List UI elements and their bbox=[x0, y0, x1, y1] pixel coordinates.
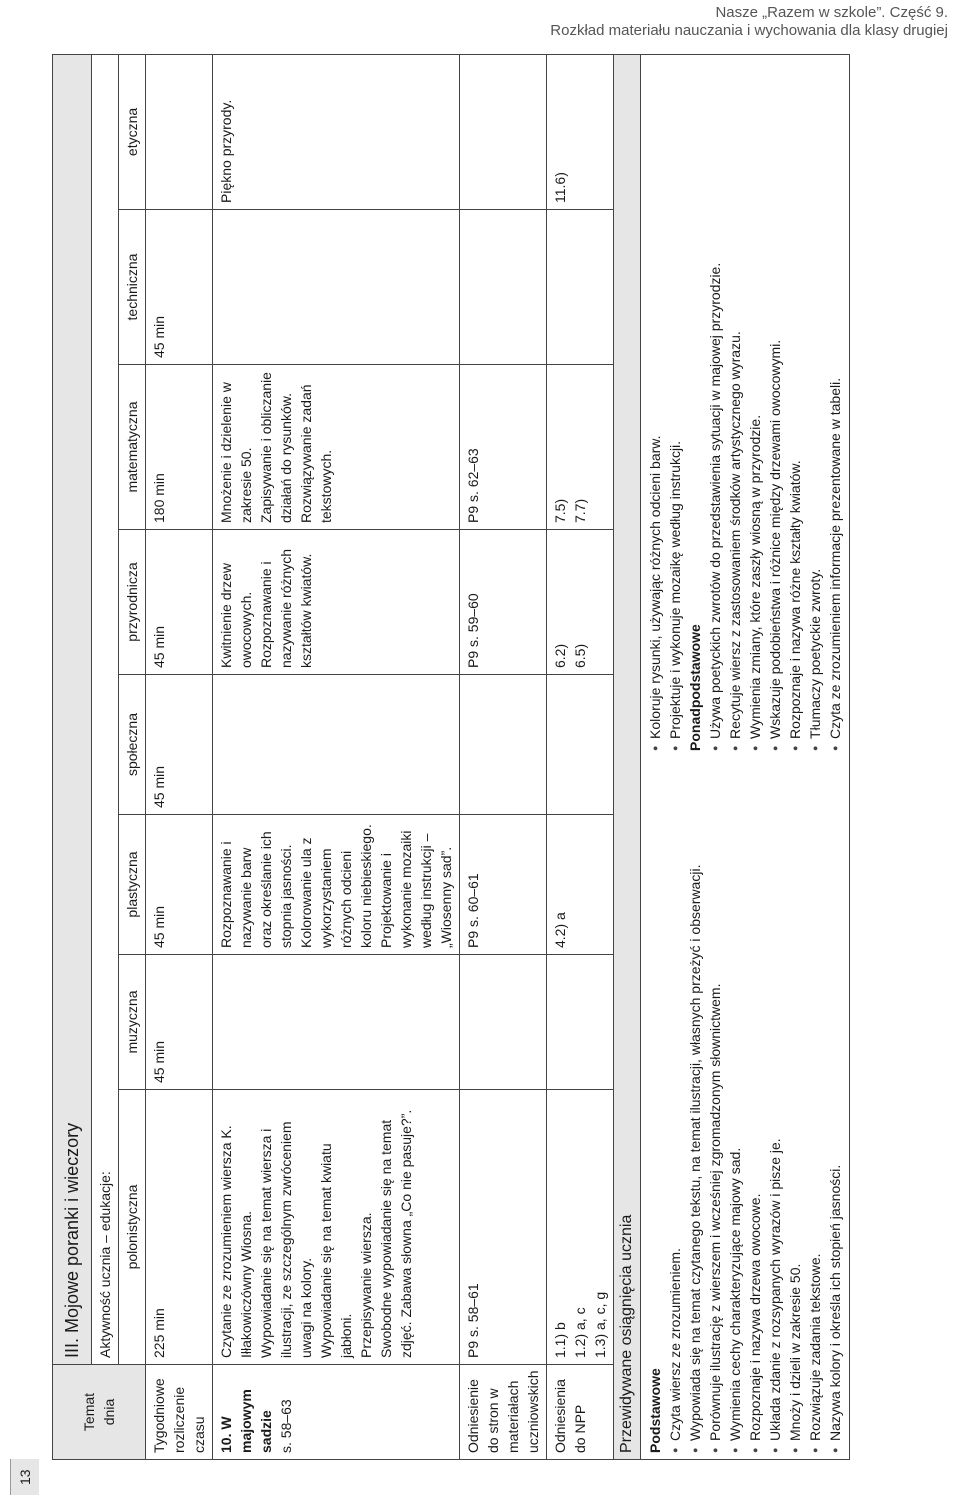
plastyczna-cell: Rozpoznawanie i nazywanie barw oraz określanie ich stopnia jasności. Kolorowanie ula z wykorzystaniem różnych odcieni koloru niebieskiego. Projektowanie i wykonanie mozaiki według instrukcji – „Wiosenny sad”. bbox=[213, 815, 460, 955]
polonistyczna-item: Wypowiadanie się na temat kwiatu jabłoni. bbox=[318, 1143, 354, 1358]
npp-value: 6.2) 6.5) bbox=[547, 530, 614, 675]
materials-value bbox=[460, 54, 547, 209]
polonistyczna-item: Swobodne wypowiadanie się na temat zdjęć. Zabawa słowna „Co nie pasuje?”. bbox=[378, 1109, 414, 1358]
weekly-value bbox=[146, 54, 213, 209]
materials-value bbox=[460, 955, 547, 1090]
npp-row bbox=[547, 54, 614, 1459]
column-header: techniczna bbox=[119, 210, 146, 365]
muzyczna-cell bbox=[213, 955, 460, 1090]
weekly-value: 45 min bbox=[146, 955, 213, 1090]
materials-value: P9 s. 60–61 bbox=[460, 815, 547, 955]
techniczna-cell bbox=[213, 210, 460, 365]
etyczna-cell: Piękno przyrody. bbox=[213, 54, 460, 209]
weekly-value: 45 min bbox=[146, 815, 213, 955]
lesson-pages: s. 58–63 bbox=[278, 1399, 294, 1453]
attainments-left bbox=[641, 757, 849, 1459]
weekly-value: 225 min bbox=[146, 1090, 213, 1365]
basic-list-cont bbox=[645, 61, 685, 751]
spoleczna-cell bbox=[213, 675, 460, 815]
materials-label: Odniesienie do stron w materiałach uczniowskich bbox=[460, 1365, 547, 1460]
column-header: społeczna bbox=[119, 675, 146, 815]
weekly-value: 45 min bbox=[146, 530, 213, 675]
list-item: ● Wskazuje podobieństwa i różnice między drzewami owocowymi. bbox=[765, 61, 785, 751]
przyrodnicza-cell: Kwitnienie drzew owocowych. Rozpoznawanie i nazywanie różnych kształtów kwiatów. bbox=[213, 530, 460, 675]
column-header: przyrodnicza bbox=[119, 530, 146, 675]
series-title: Nasze „Razem w szkole”. Część 9. bbox=[715, 4, 948, 21]
list-item: ● Rozpoznaje i nazywa drzewa owocowe. bbox=[745, 763, 765, 1453]
npp-value: 11.6) bbox=[547, 54, 614, 209]
npp-value bbox=[547, 955, 614, 1090]
list-item: ● Recytuje wiersz z zastosowaniem środków artystycznego wyrazu. bbox=[725, 61, 745, 751]
attainments-title: Przewidywane osiągnięcia ucznia bbox=[614, 54, 641, 1459]
matematyczna-cell: Mnożenie i dzielenie w zakresie 50. Zapisywanie i obliczanie działań do rysunków. Rozwiązywanie zadań tekstowych. bbox=[213, 365, 460, 530]
materials-value bbox=[460, 210, 547, 365]
lesson-plan-table bbox=[52, 54, 850, 1460]
polonistyczna-item: Wypowiadanie się na temat wiersza i ilustracji, ze szczególnym zwróceniem uwagi na kolory. bbox=[258, 1121, 314, 1358]
weekly-label: Tygodniowe rozliczenie czasu bbox=[146, 1365, 213, 1460]
basic-label: Podstawowe bbox=[647, 1368, 663, 1453]
column-header: muzyczna bbox=[119, 955, 146, 1090]
list-item: ● Układa zdanie z rozsypanych wyrazów i pisze je. bbox=[765, 763, 785, 1453]
attainments-right bbox=[641, 55, 849, 757]
weekly-value: 45 min bbox=[146, 675, 213, 815]
activity-header: Aktywność ucznia – edukacje: bbox=[92, 54, 119, 1364]
lesson-title: 10. W majowym sadzie bbox=[218, 1389, 274, 1453]
polonistyczna-item: Czytanie ze zrozumieniem wiersza K. Iłłakowiczówny Wiosna. bbox=[218, 1125, 254, 1358]
topic-header-line1: Temat bbox=[81, 1392, 97, 1432]
npp-label: Odniesienia do NPP bbox=[547, 1365, 614, 1460]
npp-value: 7.5) 7.7) bbox=[547, 365, 614, 530]
running-header bbox=[550, 4, 948, 40]
list-item: ● Rozwiązuje zadania tekstowe. bbox=[805, 763, 825, 1453]
list-item: ● Nazywa kolory i określa ich stopień jasności. bbox=[825, 763, 845, 1453]
list-item: ● Wymienia cechy charakteryzujące majowy sad. bbox=[725, 763, 745, 1453]
materials-value: P9 s. 62–63 bbox=[460, 365, 547, 530]
npp-value: 1.1) b 1.2) a, c 1.3) a, c, g bbox=[547, 1090, 614, 1365]
lesson-topic bbox=[213, 1365, 460, 1460]
topic-header bbox=[53, 1365, 146, 1460]
lesson-row bbox=[213, 54, 460, 1459]
list-item: ● Czyta wiersz ze zrozumieniem. bbox=[665, 763, 685, 1453]
weekly-value: 180 min bbox=[146, 365, 213, 530]
materials-value: P9 s. 58–61 bbox=[460, 1090, 547, 1365]
polonistyczna-item: Przepisywanie wiersza. bbox=[358, 1212, 374, 1358]
npp-value: 4.2) a bbox=[547, 815, 614, 955]
advanced-list bbox=[705, 61, 845, 751]
list-item: ● Wypowiada się na temat czytanego tekstu, na temat ilustracji, własnych przeżyć i obserwacji. bbox=[685, 763, 705, 1453]
column-header: plastyczna bbox=[119, 815, 146, 955]
weekly-value: 45 min bbox=[146, 210, 213, 365]
page-number: 13 bbox=[10, 1459, 39, 1495]
list-item: ● Wymienia zmiany, które zaszły wiosną w przyrodzie. bbox=[745, 61, 765, 751]
npp-value bbox=[547, 675, 614, 815]
advanced-label: Ponadpodstawowe bbox=[687, 624, 703, 751]
materials-row bbox=[460, 54, 547, 1459]
materials-value: P9 s. 59–60 bbox=[460, 530, 547, 675]
npp-value bbox=[547, 210, 614, 365]
list-item: ● Porównuje ilustrację z wierszem i wcześniej zgromadzonym słownictwem. bbox=[705, 763, 725, 1453]
topic-header-line2: dnia bbox=[101, 1398, 117, 1426]
list-item: ● Projektuje i wykonuje mozaikę według instrukcji. bbox=[665, 61, 685, 751]
column-header: polonistyczna bbox=[119, 1090, 146, 1365]
column-header: matematyczna bbox=[119, 365, 146, 530]
list-item: ● Używa poetyckich zwrotów do przedstawienia sytuacji w majowej przyrodzie. bbox=[705, 61, 725, 751]
list-item: ● Czyta ze zrozumieniem informacje prezentowane w tabeli. bbox=[825, 61, 845, 751]
attainments-body bbox=[641, 54, 850, 1459]
list-item: ● Rozpoznaje i nazywa różne kształty kwiatów. bbox=[785, 61, 805, 751]
materials-value bbox=[460, 675, 547, 815]
document-subtitle: Rozkład materiału nauczania i wychowania dla klasy drugiej bbox=[550, 22, 948, 39]
polonistyczna-cell bbox=[213, 1090, 460, 1365]
list-item: ● Mnoży i dzieli w zakresie 50. bbox=[785, 763, 805, 1453]
column-header: etyczna bbox=[119, 54, 146, 209]
list-item: ● Koloruje rysunki, używając różnych odcieni barw. bbox=[645, 61, 665, 751]
weekly-time-row bbox=[146, 54, 213, 1459]
rotated-lesson-plan bbox=[52, 55, 952, 1460]
list-item: ● Tłumaczy poetyckie zwroty. bbox=[805, 61, 825, 751]
basic-list bbox=[665, 763, 845, 1453]
section-title: III. Mojowe poranki i wieczory bbox=[53, 54, 92, 1364]
